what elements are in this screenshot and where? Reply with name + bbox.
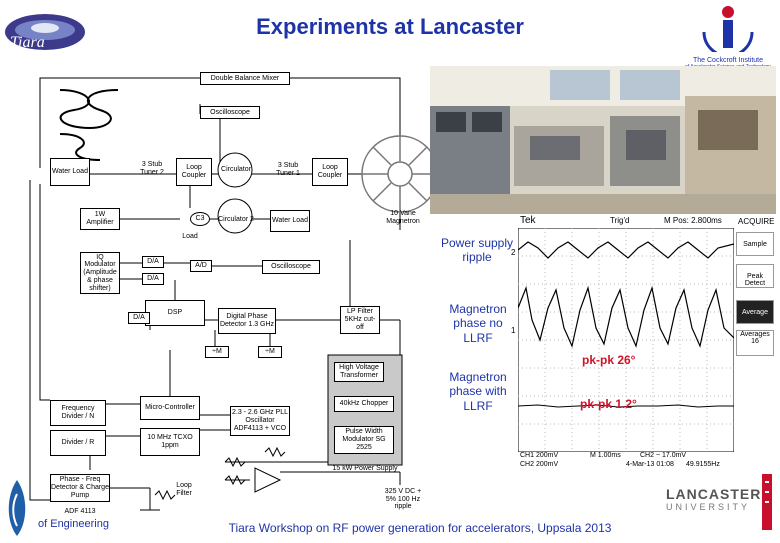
digital-phase-detector-block: Digital Phase Detector 1.3 GHz — [218, 308, 276, 334]
footer-text: Tiara Workshop on RF power generation for accelerators, Uppsala 2013 — [228, 521, 612, 535]
vdc-label: 325 V DC + 5% 100 Hz ripple — [384, 488, 422, 511]
da-2-block: D/A — [142, 273, 164, 285]
magnetron-with-llrf-label: Magnetron phase with LLRF — [449, 370, 507, 413]
cockcroft-name: The Cockcroft Institute — [692, 57, 764, 64]
dsp-block: DSP — [145, 300, 205, 326]
tcxo-block: 10 MHz TCXO 1ppm — [140, 428, 200, 456]
divide-m-2-block: ÷M — [258, 346, 282, 358]
lancaster-emblem — [756, 470, 778, 536]
load-label: Load — [182, 233, 198, 240]
divide-m-1-block: ÷M — [205, 346, 229, 358]
micro-controller-block: Micro-Controller — [140, 396, 200, 420]
scope-ch-trig: CH2 ~ 17.0mV — [640, 452, 687, 459]
da-3-block: D/A — [128, 312, 150, 324]
scope-m-scale: M 1.00ms — [590, 452, 621, 459]
scope-freq: 49.9155Hz — [686, 461, 720, 468]
scope-acquire: ACQUIRE — [738, 217, 775, 226]
water-load-left-block: Water Load — [50, 158, 90, 186]
phase-freq-detector-block: Phase - Freq Detector & Charge Pump — [50, 474, 110, 502]
iq-modulator-block: IQ Modulator (Amplitude & phase shifter) — [80, 252, 120, 294]
scope-plot — [518, 228, 734, 452]
power-supply-ripple-label: Power supply ripple — [440, 236, 514, 265]
block-diagram — [0, 70, 430, 540]
loop-coupler-2-block: Loop Coupler — [312, 158, 348, 186]
circulator-1-label: Circulator — [221, 166, 251, 173]
slide-title: Experiments at Lancaster — [256, 14, 524, 39]
cockcroft-logo — [676, 2, 780, 68]
tiara-logo-text: Tiara — [10, 34, 45, 51]
engineering-text: of Engineering — [38, 518, 109, 530]
oscilloscope-top-block: Oscilloscope — [200, 106, 260, 119]
scope-ch1-scale: CH1 200mV — [520, 452, 559, 459]
engineering-logo — [2, 476, 122, 538]
pll-oscillator-block: 2.3 - 2.6 GHz PLL Oscillator ADF4113 + VCO — [230, 406, 290, 436]
ad-block: A/D — [190, 260, 212, 272]
power-supply-15kw-label: 15 kW Power Supply — [332, 465, 398, 472]
stub-tuner-2-label: 3 Stub Tuner 2 — [140, 161, 164, 176]
vane-magnetron-label: 10 Vane Magnetron — [386, 210, 420, 225]
lancaster-sub: UNIVERSITY — [666, 502, 751, 512]
da-1-block: D/A — [142, 256, 164, 268]
scope-timebase: M Pos: 2.800ms — [664, 216, 722, 225]
adf4113-label: ADF 4113 — [64, 508, 96, 515]
scope-ch1-marker: 1 — [511, 326, 516, 335]
oscilloscope-screen — [510, 214, 736, 470]
scope-ch2-marker: 2 — [511, 248, 516, 257]
stub-tuner-1-label: 3 Stub Tuner 1 — [276, 162, 300, 177]
scope-averages-label: Averages — [740, 331, 770, 338]
chopper-block: 40kHz Chopper — [334, 396, 394, 412]
amplifier-block: 1W Amplifier — [80, 208, 120, 230]
double-balance-mixer-block: Double Balance Mixer — [200, 72, 290, 85]
scope-menu-average[interactable]: Average — [736, 300, 774, 324]
scope-menu-averages[interactable] — [736, 330, 774, 356]
loop-coupler-1-block: Loop Coupler — [176, 158, 212, 186]
scope-date: 4-Mar-13 01:08 — [626, 461, 674, 468]
pwm-block: Pulse Width Modulator SG 2525 — [334, 426, 394, 454]
c3-block: C3 — [190, 212, 210, 226]
scope-trig: Trig'd — [610, 216, 630, 225]
circulator-2-label: Circulator 2 — [218, 216, 254, 223]
pk-pk-12-label: pk-pk 1.2° — [580, 397, 637, 411]
magnetron-no-llrf-label: Magnetron phase no LLRF — [449, 302, 507, 345]
frequency-divider-block: Frequency Divider / N — [50, 400, 106, 426]
tiara-logo — [2, 4, 88, 62]
scope-menu-sample[interactable]: Sample — [736, 232, 774, 256]
loop-filter-label: Loop Filter — [176, 482, 192, 497]
oscilloscope-mid-block: Oscilloscope — [262, 260, 320, 274]
pk-pk-26-label: pk-pk 26° — [582, 353, 636, 367]
water-load-2-block: Water Load — [270, 210, 310, 232]
divider-r-block: Divider / R — [50, 430, 106, 456]
lp-filter-block: LP Filter 5KHz cut-off — [340, 306, 380, 334]
scope-menu-peak-detect[interactable]: Peak Detect — [736, 264, 774, 288]
lab-photo — [430, 66, 776, 214]
hv-transformer-block: High Voltage Transformer — [334, 362, 384, 382]
scope-brand: Tek — [520, 215, 536, 226]
scope-averages-value: 16 — [751, 338, 759, 345]
scope-ch2-scale: CH2 200mV — [520, 461, 559, 468]
lancaster-name: LANCASTER — [666, 486, 762, 502]
